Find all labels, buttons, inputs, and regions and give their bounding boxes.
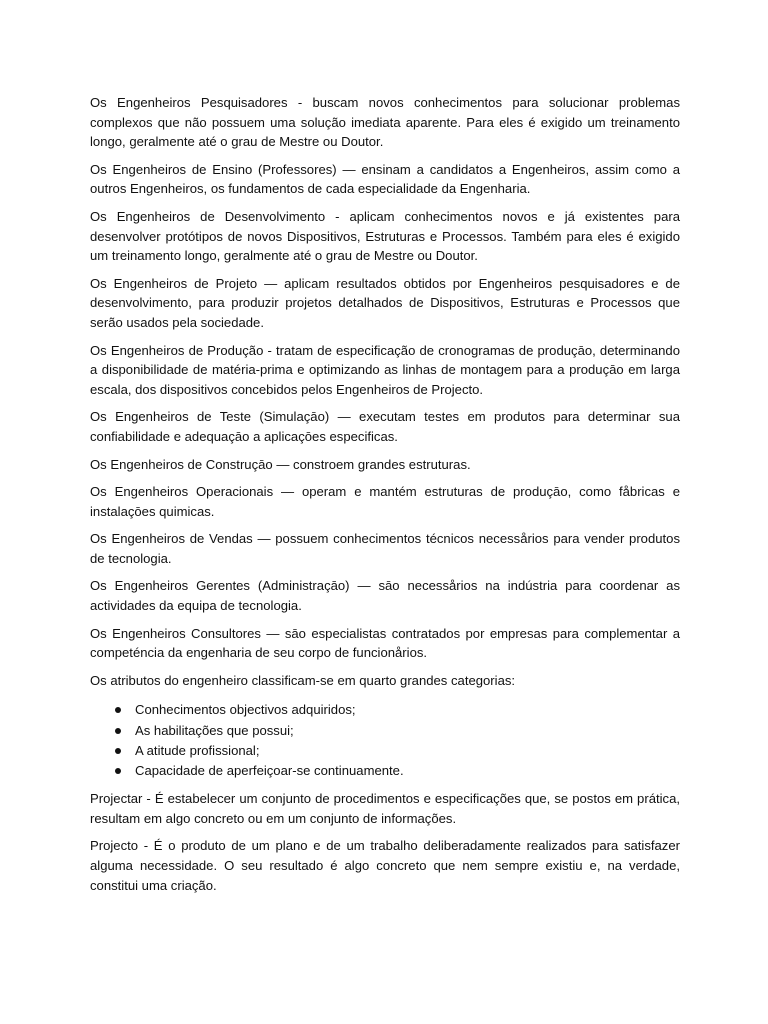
bullet-icon (115, 707, 121, 713)
paragraph-projeto: Os Engenheiros de Projeto — aplicam resultados obtidos por Engenheiros pesquisadores e de desenvolvimento, para produzir projetos detalhados de Dispositivos, Estruturas e Processos que serão usados pela sociedade. (90, 275, 680, 330)
paragraph-atributos: Os atributos do engenheiro classificam-se em quarto grandes categorias: (90, 672, 516, 688)
list-item-text: Conhecimentos objectivos adquiridos; (135, 702, 356, 718)
paragraph-pesquisadores: Os Engenheiros Pesquisadores - buscam novos conhecimentos para solucionar problemas complexos que não possuem uma solução imediata aparente. Para eles é exigido um treinamento longo, geralmente até o grau de Mestre ou Doutor. (90, 95, 680, 150)
list-item-text: As habilitações que possui; (135, 722, 294, 738)
list-item (90, 761, 680, 781)
paragraph-construcao: Os Engenheiros de Construçāo — constroem grandes estruturas. (90, 456, 471, 472)
paragraph-operacionais: Os Engenheiros Operacionais — operam e mantém estruturas de produçāo, como fåbricas e instalaçōes quimicas. (90, 484, 680, 519)
paragraph-producao: Os Engenheiros de Produção - tratam de especificação de cronogramas de produçāo, determinando a disponibilidade de matéria-prima e optimizando as linhas de montagem para a produçāo em larga escala, dos dispositivos concebidos pelos Engenheiros de Projecto. (90, 342, 680, 397)
paragraph-gerentes: Os Engenheiros Gerentes (Administraçāo) — sāo necessårios na indústria para coordenar as actividades da equipa de tecnologia. (90, 578, 680, 614)
list-item-text: A atitude profissional; (135, 742, 260, 758)
paragraph-desenvolvimento: Os Engenheiros de Desenvolvimento - aplicam conhecimentos novos e já existentes para desenvolver protótipos de novos Dispositivos, Estruturas e Processos. Também para eles é exigido um treinamento longo, geralmente até o grau de Mestre ou Doutor. (90, 208, 680, 264)
bullet-icon (115, 728, 121, 734)
list-item (90, 741, 680, 761)
paragraph-vendas: Os Engenheiros de Vendas — possuem conhecimentos técnicos necessårios para vender produtos de tecnologia. (90, 531, 680, 566)
paragraph-consultores: Os Engenheiros Consultores — sāo especialistas contratados por empresas para complementar a competéncia da engenharia de seu corpo de funcionårios. (90, 625, 680, 661)
paragraph-projectar: Projectar - É estabelecer um conjunto de procedimentos e especificações que, se postos em prática, resultam em algo concreto ou em um conjunto de informações. (90, 791, 680, 826)
document-page (90, 93, 680, 903)
paragraph-teste: Os Engenheiros de Teste (Simulaçāo) — executam testes em produtos para determinar sua confiabilidade e adequaçāo a aplicaçōes especificas. (90, 409, 680, 444)
attributes-list (90, 700, 680, 781)
bullet-icon (115, 748, 121, 754)
paragraph-ensino: Os Engenheiros de Ensino (Professores) — ensinam a candidatos a Engenheiros, assim como a outros Engenheiros, os fundamentos de cada especialidade da Engenharia. (90, 161, 680, 197)
list-item (90, 700, 680, 720)
paragraph-projecto: Projecto - É o produto de um plano e de um trabalho deliberadamente realizados para satisfazer alguma necessidade. O seu resultado é algo concreto que nem sempre existiu e, na verdade, constitui uma criação. (90, 838, 680, 893)
bullet-icon (115, 768, 121, 774)
list-item-text: Capacidade de aperfeiçoar-se continuamente. (135, 763, 404, 779)
list-item (90, 721, 680, 741)
